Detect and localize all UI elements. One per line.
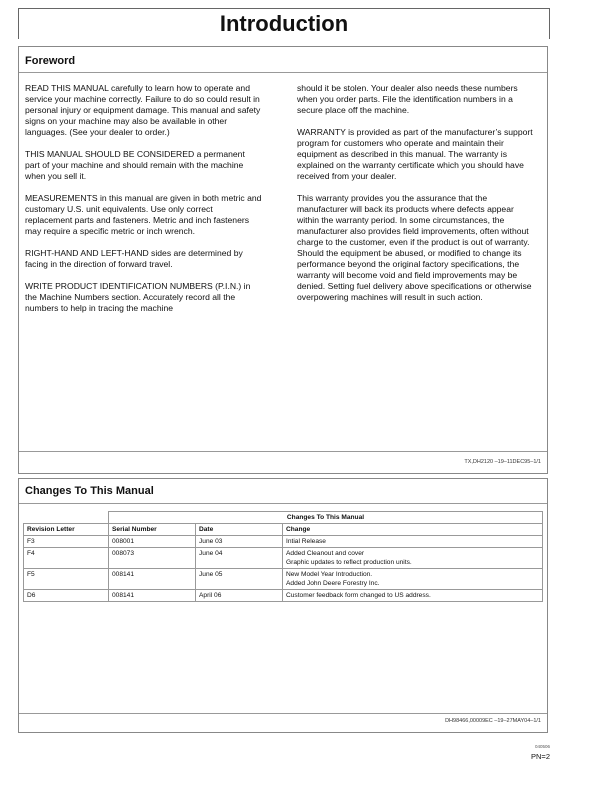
foreword-heading: Foreword	[25, 55, 76, 67]
serial-cell: 008073	[109, 548, 196, 569]
page-title-bar	[18, 8, 550, 39]
column-header: Serial Number	[109, 524, 196, 536]
date-cell: April 06	[196, 590, 283, 602]
change-cell	[283, 548, 543, 569]
paragraph: READ THIS MANUAL carefully to learn how to operate and service your machine correctly. Failure to do so could result in personal injury or equipment damage. This manual and safety signs on your machine may also be available in other languages. (See your dealer to order.)	[25, 83, 261, 137]
change-line: Added John Deere Forestry Inc.	[286, 580, 380, 587]
table-row	[24, 536, 543, 548]
date-cell: June 03	[196, 536, 283, 548]
paragraph: should it be stolen. Your dealer also needs these numbers when you order parts. File the identification numbers in a secure place off the machine.	[297, 83, 518, 115]
paragraph: This warranty provides you the assurance that the manufacturer will back its products where defects appear within the warranty period. In some circumstances, the manufacturer also provides field improvements, often without charge to the customer, even if the product is out of warranty. Should the equipment be abused, or modified to change its performance beyond the original factory specifications, the warranty will become void and field improvements may be denied. Setting fuel delivery above specifications or otherwise overpowering machines will result in such action.	[297, 193, 532, 302]
serial-cell: 008141	[109, 569, 196, 590]
table-header-row	[24, 524, 543, 536]
change-cell	[283, 569, 543, 590]
changes-section	[18, 478, 548, 733]
serial-cell: 008001	[109, 536, 196, 548]
column-header: Change	[283, 524, 543, 536]
revision-cell: F3	[24, 536, 109, 548]
change-line: New Model Year Introduction.	[286, 571, 373, 578]
table-spacer	[24, 512, 109, 524]
date-cell: June 05	[196, 569, 283, 590]
changes-table	[23, 511, 543, 602]
revision-cell: F5	[24, 569, 109, 590]
change-line: Added Cleanout and cover	[286, 550, 365, 557]
change-cell	[283, 536, 543, 548]
serial-cell: 008141	[109, 590, 196, 602]
changes-code: DH98466,00009EC –19–27MAY04–1/1	[445, 718, 541, 724]
changes-footer-divider	[19, 713, 547, 714]
page-number: PN=2	[531, 752, 550, 761]
change-line: Customer feedback form changed to US address.	[286, 592, 431, 599]
foreword-section	[18, 46, 548, 474]
table-row	[24, 548, 543, 569]
table-row	[24, 590, 543, 602]
date-cell: June 04	[196, 548, 283, 569]
table-caption: Changes To This Manual	[109, 512, 543, 524]
paragraph: RIGHT-HAND AND LEFT-HAND sides are determined by facing in the direction of forward travel.	[25, 248, 243, 269]
foreword-left-column	[25, 83, 262, 325]
foreword-right-column	[297, 83, 534, 314]
paragraph: THIS MANUAL SHOULD BE CONSIDERED a permanent part of your machine and should remain with the machine when you sell it.	[25, 149, 245, 181]
table-row	[24, 569, 543, 590]
changes-heading: Changes To This Manual	[25, 485, 154, 497]
paragraph: WARRANTY is provided as part of the manufacturer’s support program for customers who operate and maintain their equipment as described in this manual. The warranty is explained on the warranty certificate which you should have received from your dealer.	[297, 127, 533, 181]
page-date-code: 040506	[534, 744, 550, 749]
paragraph: WRITE PRODUCT IDENTIFICATION NUMBERS (P.I.N.) in the Machine Numbers section. Accurately record all the numbers to help in tracing the machine	[25, 281, 251, 313]
foreword-divider	[19, 72, 547, 73]
revision-cell: F4	[24, 548, 109, 569]
revision-cell: D6	[24, 590, 109, 602]
change-line: Intial Release	[286, 538, 326, 545]
foreword-code: TX,DH2120 –19–11DEC95–1/1	[464, 459, 541, 465]
changes-divider	[19, 503, 547, 504]
column-header: Date	[196, 524, 283, 536]
paragraph: MEASUREMENTS in this manual are given in both metric and customary U.S. unit equivalents. Use only correct replacement parts and fasteners. Metric and inch fasteners may require a specific metric or inch wrench.	[25, 193, 262, 236]
column-header: Revision Letter	[24, 524, 109, 536]
change-line: Graphic updates to reflect production units.	[286, 559, 412, 566]
foreword-footer-divider	[19, 451, 547, 452]
change-cell	[283, 590, 543, 602]
page-title: Introduction	[219, 11, 349, 36]
